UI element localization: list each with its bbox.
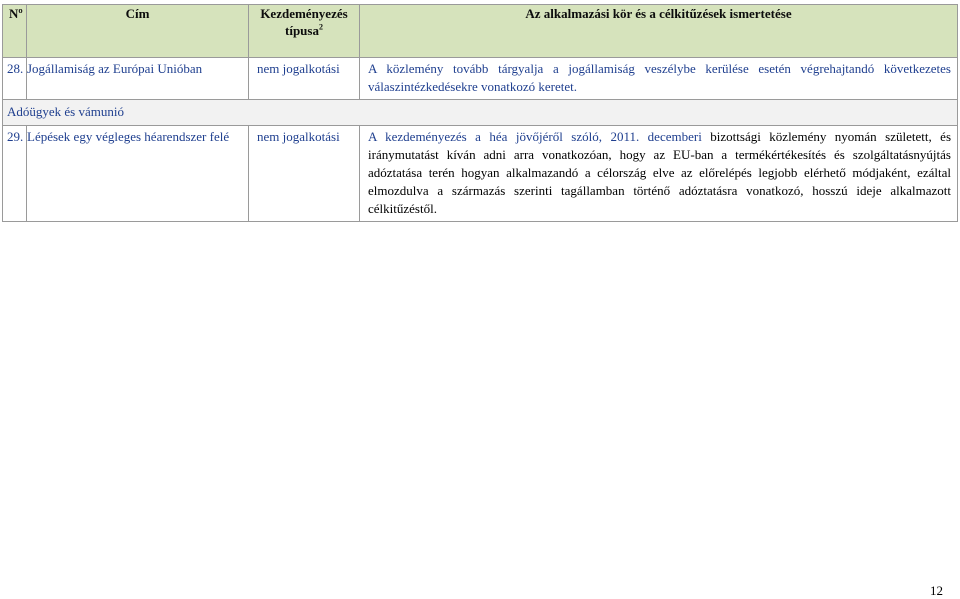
work-programme-table: [2, 4, 958, 222]
table-header-row: [3, 5, 958, 58]
row-description-part1: A kezdeményezés a héa jövőjéről szóló, 2011. decemberi: [368, 129, 702, 144]
row-title: Jogállamiság az Európai Unióban: [27, 58, 249, 100]
row-description: [360, 126, 958, 222]
table-row: [3, 58, 958, 100]
header-number: Nº: [3, 5, 27, 58]
header-title: Cím: [27, 5, 249, 58]
section-row: [3, 100, 958, 126]
header-type: [249, 5, 360, 58]
header-type-line1: Kezdeményezés: [260, 6, 348, 21]
row-number: 28.: [3, 58, 27, 100]
header-description: Az alkalmazási kör és a célkitűzések ismertetése: [360, 5, 958, 58]
footnote-ref[interactable]: 2: [318, 22, 323, 32]
page-number: 12: [930, 583, 943, 598]
section-heading: Adóügyek és vámunió: [3, 100, 958, 126]
row-description: A közlemény tovább tárgyalja a jogállamiság veszélybe kerülése esetén végrehajtandó következetes válaszintézkedésekre vonatkozó keretet.: [360, 58, 958, 100]
row-number: 29.: [3, 126, 27, 222]
header-type-line2: típusa: [285, 23, 319, 38]
row-type: nem jogalkotási: [249, 126, 360, 222]
row-title: Lépések egy végleges héarendszer felé: [27, 126, 249, 222]
table-row: [3, 126, 958, 222]
row-description-part2: bizottsági közlemény nyomán született, és iránymutatást kíván adni arra vonatkozóan, hogy az EU-ban a termékértékesítés és szolgáltatásnyújtás adóztatása terén hogyan alkalmazandó a célország elve az előrelépés legjobb elérhető módjaként, ezáltal elmozdulva a származás szerinti tagállamban történő adóztatásra vonatkozó, hosszú ideje alkalmazott célkitűzéstől.: [368, 129, 952, 216]
row-type: nem jogalkotási: [249, 58, 360, 100]
